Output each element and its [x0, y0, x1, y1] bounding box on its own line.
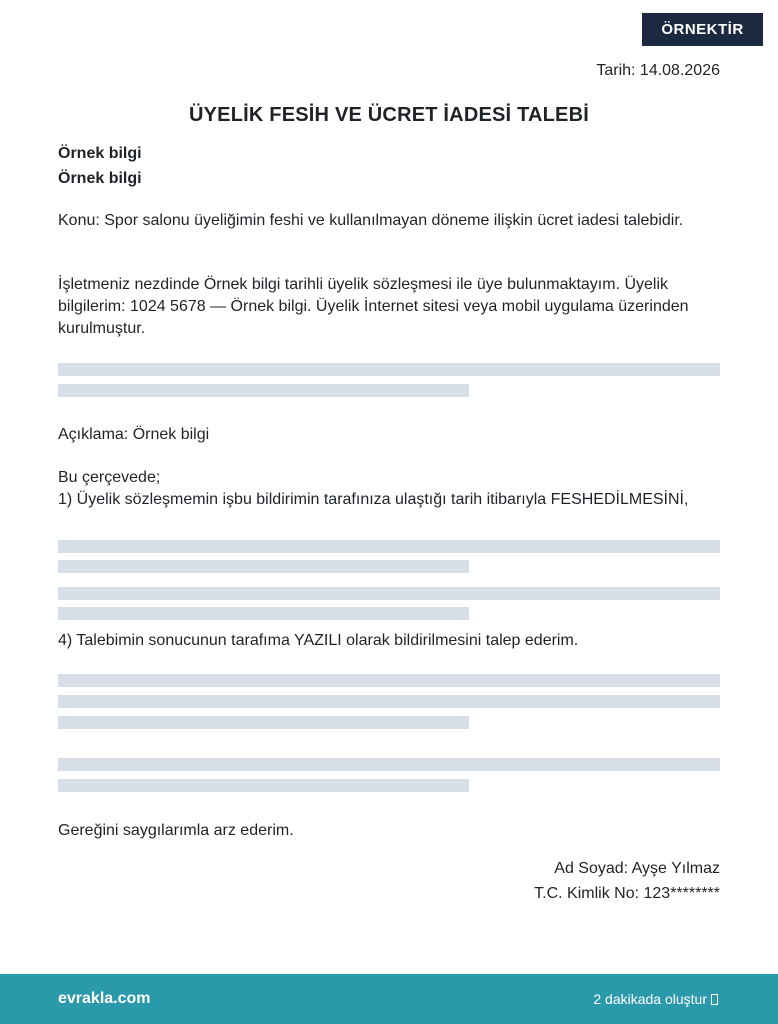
redacted-line [58, 695, 720, 708]
framework-intro: Bu çerçevede; [58, 469, 161, 486]
recipient-line-2: Örnek bilgi [58, 170, 142, 187]
signature-name: Ad Soyad: Ayşe Yılmaz [554, 860, 720, 877]
document-date: Tarih: 14.08.2026 [596, 62, 720, 79]
footer-banner [0, 974, 778, 1024]
request-item-1: 1) Üyelik sözleşmemin işbu bildirimin tarafınıza ulaştığı tarih itibarıyla FESHEDİLMESİNİ, [58, 491, 689, 508]
request-item-4: 4) Talebimin sonucunun tarafıma YAZILI olarak bildirilmesini talep ederim. [58, 632, 579, 649]
redacted-line [58, 384, 469, 397]
external-link-icon [711, 994, 718, 1005]
signature-id: T.C. Kimlik No: 123******** [534, 885, 720, 902]
redacted-line [58, 540, 720, 553]
description-line: Açıklama: Örnek bilgi [58, 426, 210, 443]
redacted-line [58, 716, 469, 729]
redacted-line [58, 758, 720, 771]
brand-link[interactable]: evrakla.com [58, 990, 151, 1007]
subject-paragraph: Konu: Spor salonu üyeliğimin feshi ve kullanılmayan döneme ilişkin ücret iadesi talebidir. [58, 212, 684, 229]
redacted-line [58, 607, 469, 620]
intro-paragraph: İşletmeniz nezdinde Örnek bilgi tarihli üyelik sözleşmesi ile üye bulunmaktayım. Üyelik bilgilerim: 1024 5678 — Örnek bilgi. Üyelik İnternet sitesi veya mobil uygulama üzerinden kurulmuştur. [58, 276, 689, 337]
closing-line: Gereğini saygılarımla arz ederim. [58, 822, 294, 839]
sample-badge: ÖRNEKTİR [642, 13, 763, 46]
redacted-line [58, 587, 720, 600]
redacted-line [58, 560, 469, 573]
recipient-line-1: Örnek bilgi [58, 145, 142, 162]
create-document-link[interactable] [593, 991, 718, 1007]
cta-label: 2 dakikada oluştur [593, 991, 707, 1007]
redacted-line [58, 779, 469, 792]
redacted-line [58, 363, 720, 376]
document-title: ÜYELİK FESİH VE ÜCRET İADESİ TALEBİ [189, 104, 589, 126]
redacted-line [58, 674, 720, 687]
